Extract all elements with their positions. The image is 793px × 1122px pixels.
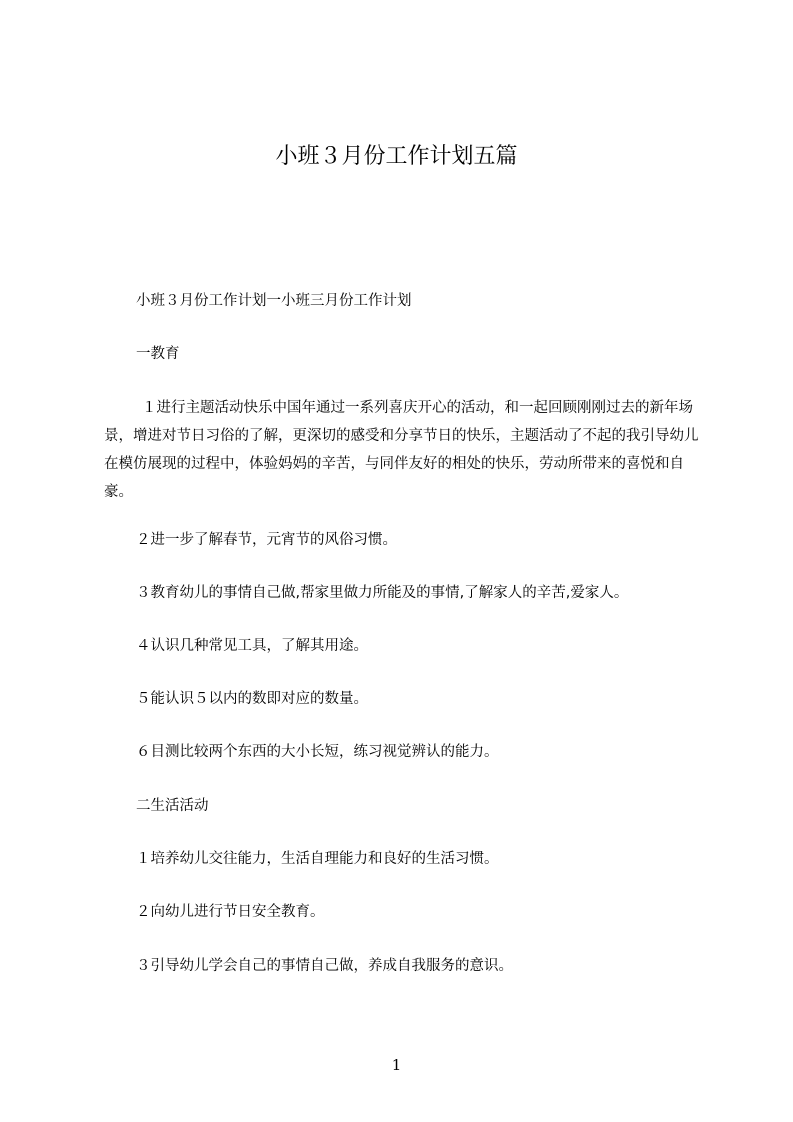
document-title: 小班３月份工作计划五篇 xyxy=(275,144,518,169)
section-heading-education: 一教育 xyxy=(136,346,180,362)
paragraph-life-item-1: １培养幼儿交往能力，生活自理能力和良好的生活习惯。 xyxy=(136,851,499,867)
paragraph-life-item-3: ３引导幼儿学会自己的事情自己做，养成自我服务的意识。 xyxy=(136,958,513,974)
paragraph-item-6: ６目测比较两个东西的大小长短，练习视觉辨认的能力。 xyxy=(136,744,499,760)
page-number: 1 xyxy=(391,1056,402,1074)
section-heading-life-activities: 二生活活动 xyxy=(136,798,209,814)
paragraph-life-item-2: ２向幼儿进行节日安全教育。 xyxy=(136,904,325,920)
paragraph-subtitle: 小班３月份工作计划一小班三月份工作计划 xyxy=(136,293,412,309)
paragraph-item-5: ５能认识５以内的数即对应的数量。 xyxy=(136,691,368,707)
paragraph-item-4: ４认识几种常见工具，了解其用途。 xyxy=(136,638,368,654)
paragraph-item-1: １进行主题活动快乐中国年通过一系列喜庆开心的活动，和一起回顾刚刚过去的新年场景，增进对节日习俗的了解，更深切的感受和分享节日的快乐，主题活动了不起的我引导幼儿在模仿展现的过程中，体验妈妈的辛苦，与同伴友好的相处的快乐，劳动所带来的喜悦和自豪。 xyxy=(104,400,699,500)
paragraph-item-2: ２进一步了解春节，元宵节的风俗习惯。 xyxy=(136,532,397,548)
paragraph-item-3: ３教育幼儿的事情自己做,帮家里做力所能及的事情,了解家人的辛苦,爱家人。 xyxy=(136,585,629,601)
